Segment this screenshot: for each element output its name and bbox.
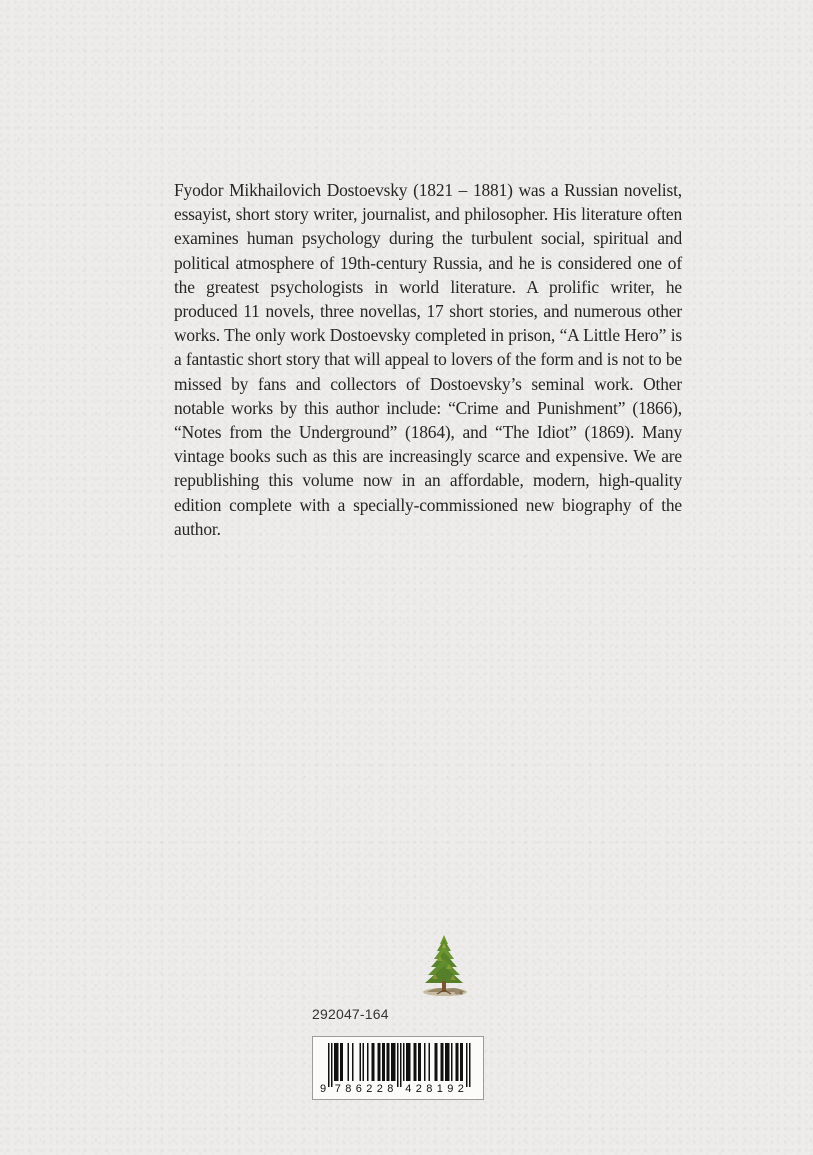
barcode-bar — [397, 1043, 399, 1087]
barcode-bar — [391, 1043, 393, 1081]
barcode-bar — [436, 1043, 438, 1081]
barcode-digit: 8 — [387, 1083, 394, 1095]
barcode-bar — [373, 1043, 375, 1081]
barcode-digit: 8 — [426, 1083, 433, 1095]
barcode-bar — [441, 1043, 443, 1081]
barcode-bar — [462, 1043, 464, 1081]
barcode-bar — [367, 1043, 369, 1081]
barcode-bar — [424, 1043, 426, 1081]
barcode-bar — [384, 1043, 386, 1081]
barcode-digit: 1 — [436, 1083, 443, 1095]
barcode-bar — [451, 1043, 453, 1081]
barcode-bar — [406, 1043, 408, 1081]
barcode-bar — [435, 1043, 437, 1081]
barcode-digit: 8 — [345, 1083, 352, 1095]
barcode-digit: 7 — [334, 1083, 341, 1095]
barcode-digit: 6 — [355, 1083, 362, 1095]
catalog-number: 292047-164 — [312, 1006, 389, 1022]
barcode-bar — [400, 1043, 402, 1087]
barcode-graphic — [319, 1041, 477, 1095]
barcode-bar — [382, 1043, 384, 1081]
barcode-bar — [378, 1043, 380, 1081]
barcode-bar — [469, 1043, 471, 1087]
barcode-bar — [348, 1043, 350, 1081]
barcode-bar — [414, 1043, 416, 1081]
barcode-digit: 2 — [457, 1083, 464, 1095]
pine-tree-icon — [413, 934, 475, 998]
barcode-bar — [445, 1043, 447, 1081]
barcode-bar — [429, 1043, 431, 1081]
barcode-digit: 2 — [366, 1083, 373, 1095]
barcode-bar — [334, 1043, 336, 1081]
barcode-bar — [331, 1043, 333, 1087]
barcode-bar — [418, 1043, 420, 1081]
barcode-bar — [342, 1043, 344, 1081]
barcode-bar — [403, 1043, 405, 1081]
barcode-bar — [372, 1043, 374, 1081]
barcode-bar — [337, 1043, 339, 1081]
barcode-bar — [393, 1043, 395, 1081]
barcode-bar — [466, 1043, 468, 1087]
barcode-bar — [336, 1043, 338, 1081]
barcode-bar — [388, 1043, 390, 1081]
barcode-bar — [394, 1043, 396, 1081]
isbn-barcode — [312, 1036, 484, 1100]
barcode-digit: 9 — [319, 1083, 327, 1095]
back-cover-description: Fyodor Mikhailovich Dostoevsky (1821 – 1881) was a Russian novelist, essayist, short story writer, journalist, and philosopher. His literature often examines human psychology during the turbulent social, spiritual and political atmosphere of 19th-century Russia, and he is considered one of the greatest psychologists in world literature. A prolific writer, he produced 11 novels, three novellas, 17 short stories, and numerous other works. The only work Dostoevsky completed in prison, “A Little Hero” is a fantastic short story that will appeal to lovers of the form and is not to be missed by fans and collectors of Dostoevsky’s seminal work. Other notable works by this author include: “Crime and Punishment” (1866), “Notes from the Underground” (1864), and “The Idiot” (1869). Many vintage books such as this are increasingly scarce and expensive. We are republishing this volume now in an affordable, modern, high-quality edition complete with a specially-commissioned new biography of the author. — [174, 180, 682, 539]
barcode-bar — [408, 1043, 410, 1081]
barcode-digit: 9 — [447, 1083, 454, 1095]
barcode-bar — [457, 1043, 459, 1081]
barcode-bar — [387, 1043, 389, 1081]
barcode-bar — [352, 1043, 354, 1081]
barcode-bar — [328, 1043, 330, 1087]
barcode-digit: 2 — [415, 1083, 422, 1095]
barcode-digit: 2 — [376, 1083, 383, 1095]
barcode-bar — [360, 1043, 362, 1081]
barcode-digit: 4 — [405, 1083, 412, 1095]
barcode-bar — [442, 1043, 444, 1081]
barcode-bar — [379, 1043, 381, 1081]
barcode-bar — [456, 1043, 458, 1081]
barcode-bar — [447, 1043, 449, 1081]
barcode-bar — [409, 1043, 411, 1081]
barcode-bar — [363, 1043, 365, 1081]
barcode-bar — [415, 1043, 417, 1081]
barcode-bar — [340, 1043, 342, 1081]
barcode-bar — [460, 1043, 462, 1081]
barcode-bar — [448, 1043, 450, 1081]
barcode-bar — [420, 1043, 422, 1081]
